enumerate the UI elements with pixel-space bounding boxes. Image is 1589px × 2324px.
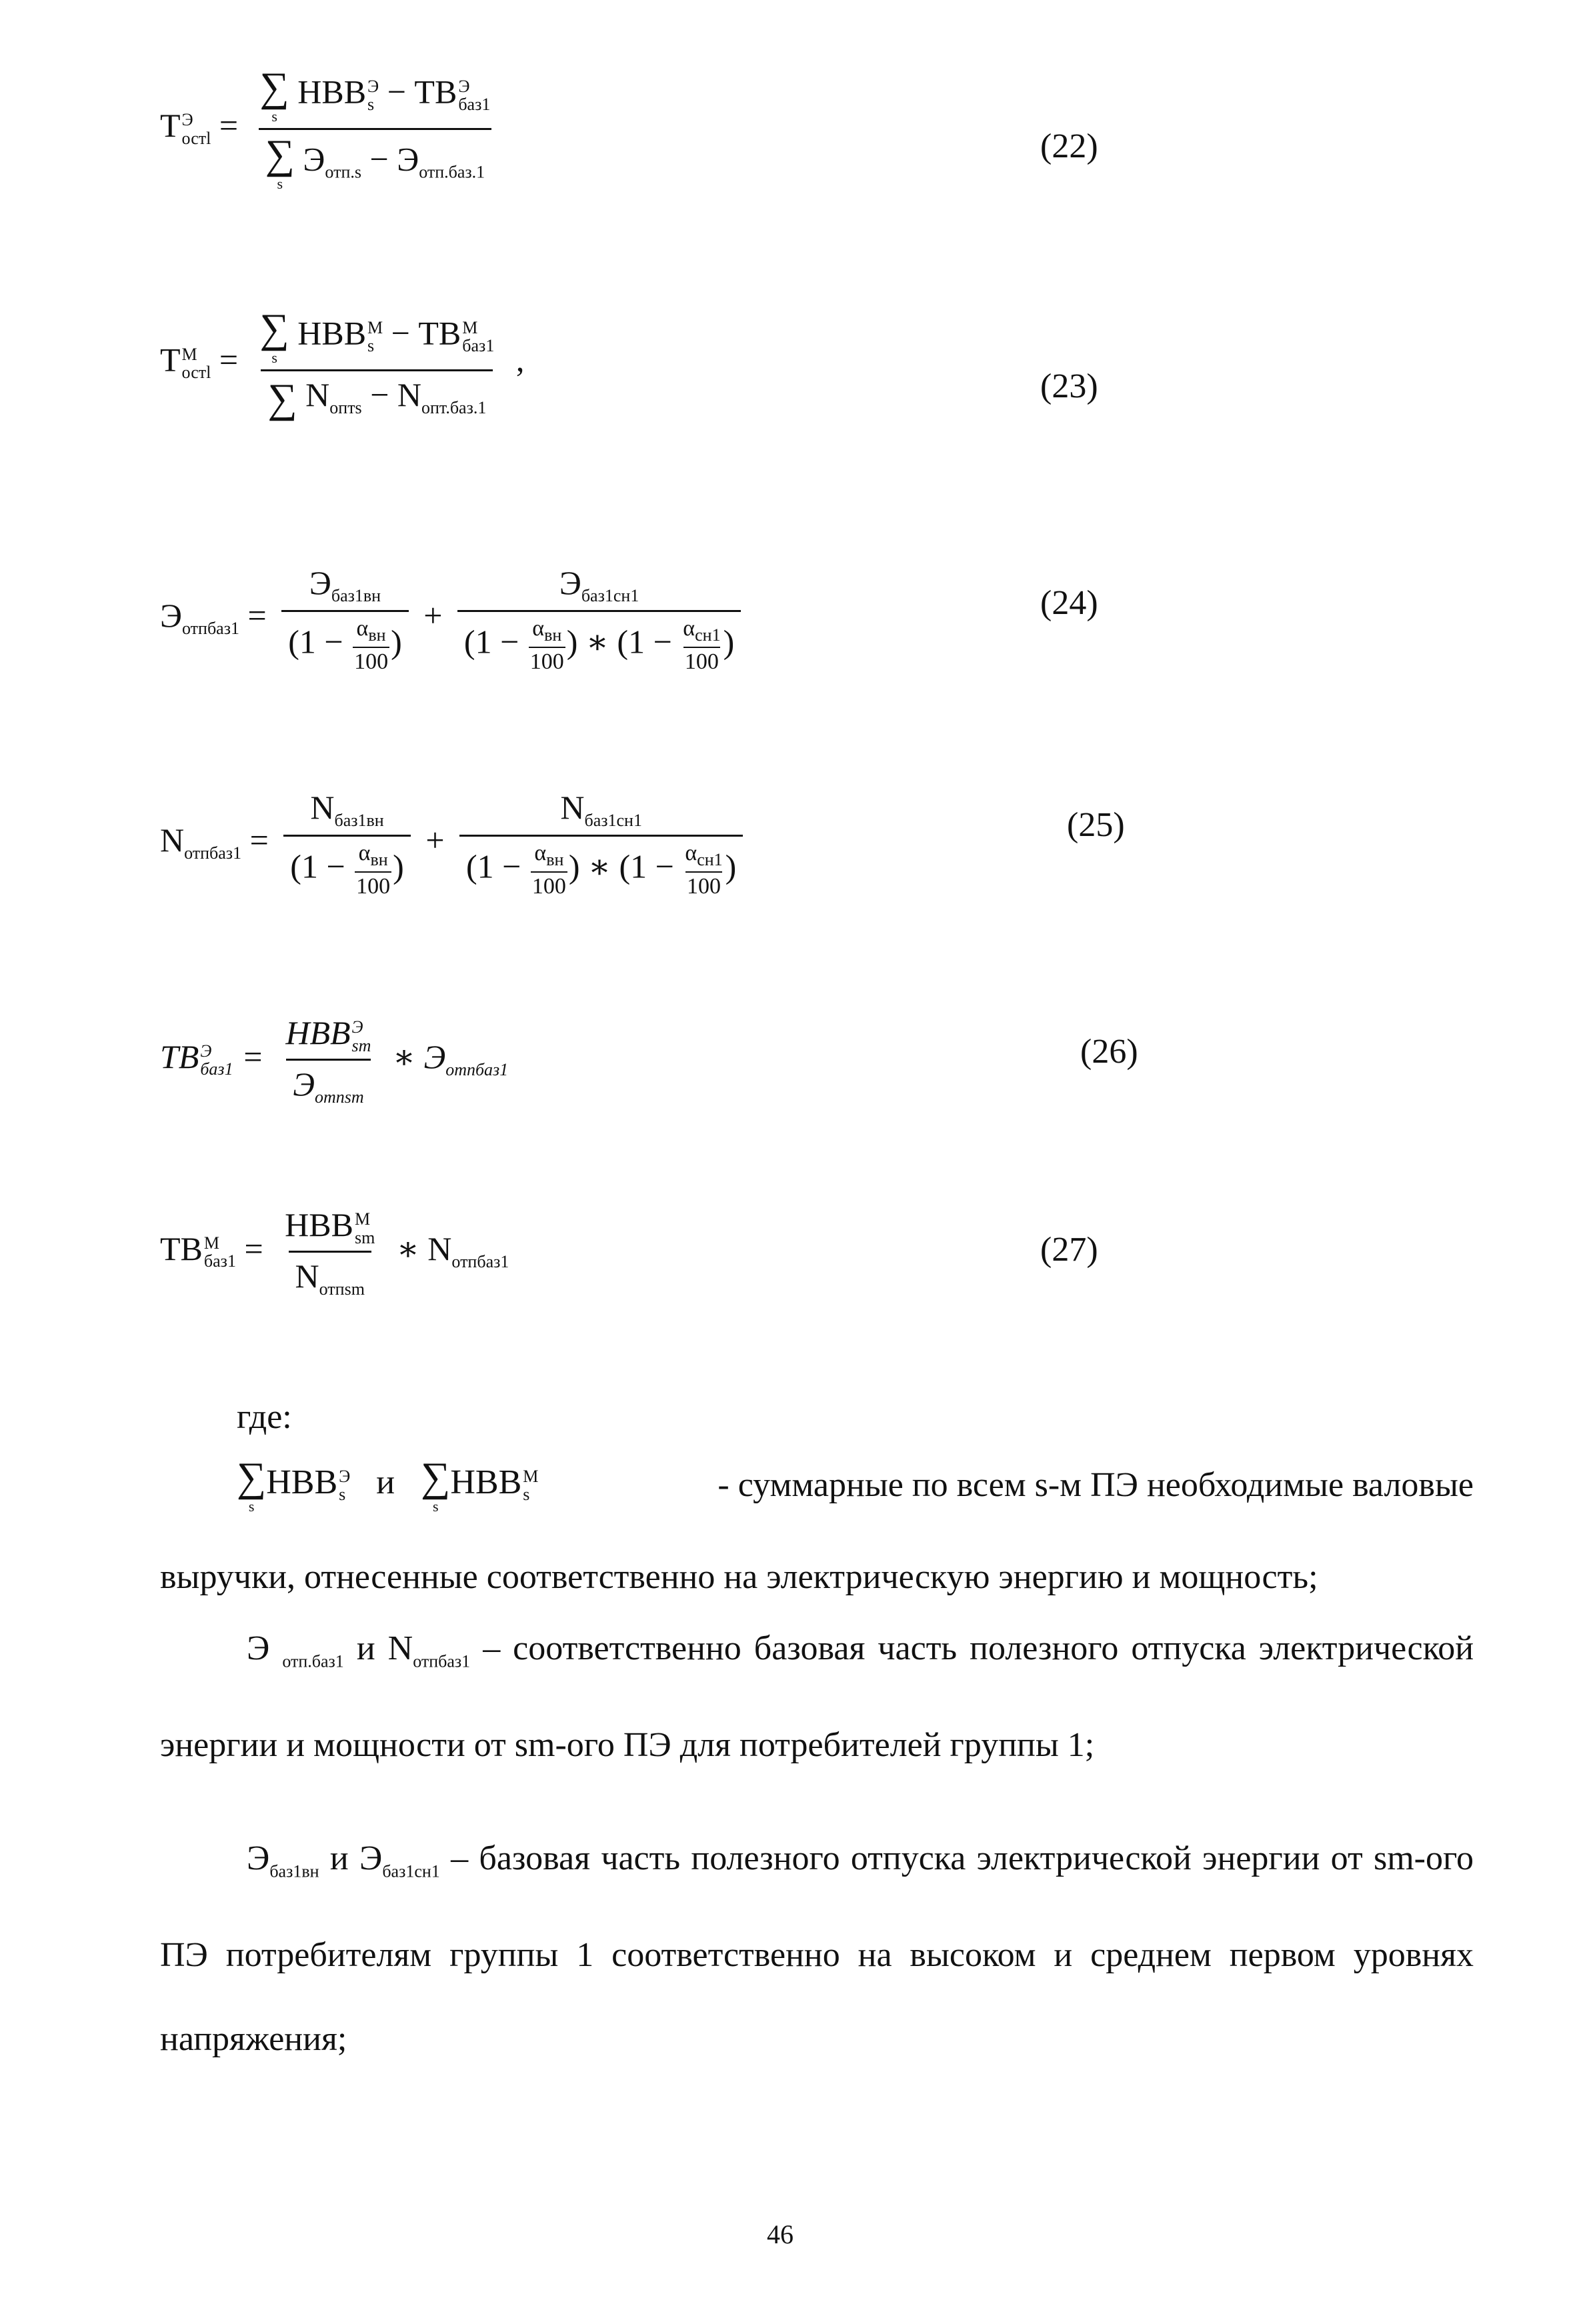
equation-26: TB Э баз1 = HBB Э sm $Э_{отпsm}$ ∗ $Э_{отпбаз1}$ bbox=[160, 1014, 509, 1107]
sum-definition-line-2: выручки, отнесенные соответственно на электрическую энергию и мощность; bbox=[160, 1558, 1318, 1596]
equation-number-26: (26) bbox=[1080, 1033, 1138, 1071]
page-number: 46 bbox=[767, 2219, 793, 2249]
equation-25: $N_{отпбаз1}$ = $N_{баз1вн}$ (1 − $\alpha_{вн}$ 100 ) + $N_{баз1сн1}$ (1 − $\alpha_{вн}$ 100 ) ∗ (1 − $\alpha_{сн1}$ 100 ) bbox=[160, 788, 749, 899]
equation-22: T Э остl = ∑ s НВВ Э s − ТВ Э баз1 ∑ s $Э_{отп.s} - Э_{отп.баз.1}$ bbox=[160, 67, 503, 191]
equation-number-27: (27) bbox=[1040, 1231, 1098, 1269]
equation-23: T М остl = ∑ s НВВ М s − ТВ М баз1 ∑ $N_{оптs} - N_{опт.баз.1}$ , bbox=[160, 306, 525, 421]
paragraph-otp-baz: Э $_{отп.баз1}$ и $N_{отпбаз1}$ – соответственно базовая часть полезного отпуска электрической энергии и мощности от sm-ого ПЭ для потребителей группы 1; bbox=[160, 1629, 1474, 1765]
fraction: НВВ М sm $N_{отпsm}$ bbox=[285, 1206, 375, 1299]
fraction: $Э_{баз1вн}$ (1 − $\alpha_{вн}$ 100 ) bbox=[281, 563, 409, 675]
where-label: где: bbox=[237, 1398, 292, 1436]
equation-24: $Э_{отпбаз1}$ = $Э_{баз1вн}$ (1 − $\alpha_{вн}$ 100 ) + $Э_{баз1сн1}$ (1 − $\alpha_{вн}$ 100 ) ∗ (1 − $\alpha_{сн1}$ 100 ) bbox=[160, 563, 747, 675]
fraction: ∑ s НВВ Э s − ТВ Э баз1 ∑ s $Э_{отп.s} - Э_{отп.баз.1}$ bbox=[259, 65, 491, 192]
fraction: $N_{баз1вн}$ (1 − $\alpha_{вн}$ 100 ) bbox=[283, 788, 411, 899]
fraction: HBB Э sm $Э_{отпsm}$ bbox=[285, 1014, 371, 1107]
sum-definition-line: ∑ s НВВ Э s и ∑ s НВВ М s - суммарные по всем s-м ПЭ необходимые валовые bbox=[237, 1455, 1474, 1515]
equation-number-22: (22) bbox=[1040, 127, 1098, 165]
equation-27: ТВ М баз1 = НВВ М sm $N_{отпsm}$ ∗ $N_{отпбаз1}$ bbox=[160, 1206, 509, 1299]
fraction: $Э_{баз1сн1}$ (1 − $\alpha_{вн}$ 100 ) ∗ (1 − $\alpha_{сн1}$ 100 ) bbox=[457, 563, 741, 675]
equation-number-25: (25) bbox=[1067, 806, 1125, 844]
fraction: ∑ s НВВ М s − ТВ М баз1 ∑ $N_{оптs} - N_{опт.баз.1}$ bbox=[259, 306, 495, 421]
equation-number-23: (23) bbox=[1040, 367, 1098, 405]
fraction: $N_{баз1сн1}$ (1 − $\alpha_{вн}$ 100 ) ∗ (1 − $\alpha_{сн1}$ 100 ) bbox=[459, 788, 743, 899]
equation-number-24: (24) bbox=[1040, 584, 1098, 622]
paragraph-baz-vn-sn: $Э_{баз1вн}$ и $Э_{баз1сн1}$ – базовая часть полезного отпуска электрической энергии от sm-ого ПЭ потребителям группы 1 соответственно на высоком и среднем первом уровнях напряжения; bbox=[160, 1839, 1474, 2059]
